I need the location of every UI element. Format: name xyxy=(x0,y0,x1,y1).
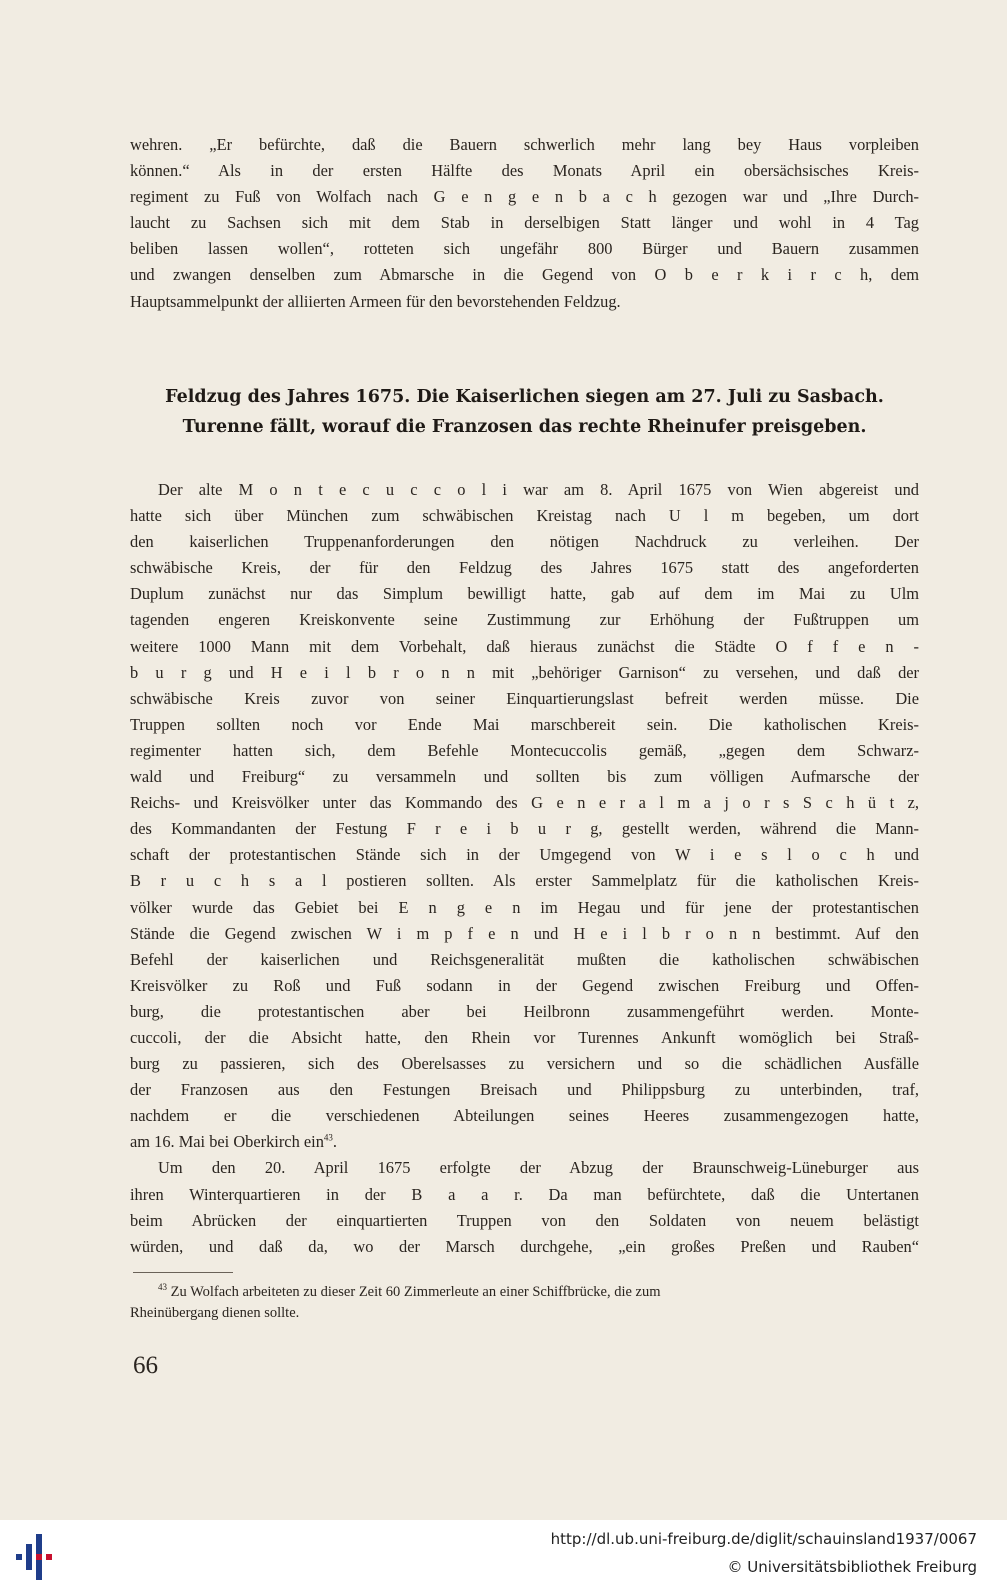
text-line: Um den 20. April 1675 erfolgte der Abzug der Braunschweig-Lüneburger aus xyxy=(158,1158,919,1178)
text-line: beliben lassen wollen“, rotteten sich ungefähr 800 Bürger und Bauern zusammen xyxy=(130,239,919,259)
text-line: Duplum zunächst nur das Simplum bewilligt hatte, gab auf dem im Mai zu Ulm xyxy=(130,584,919,604)
text-line: tagenden engeren Kreiskonvente seine Zustimmung zur Erhöhung der Fußtruppen um xyxy=(130,610,919,630)
text-line: burg, die protestantischen aber bei Heilbronn zusammengeführt werden. Monte- xyxy=(130,1001,919,1021)
footnote-line-1 xyxy=(130,1282,919,1303)
text-line: burg zu passieren, sich des Oberelsasses zu versichern und so die schädlichen Ausfälle xyxy=(130,1054,919,1074)
permalink-url[interactable]: http://dl.ub.uni-freiburg.de/diglit/schauinsland1937/0067 xyxy=(550,1530,977,1548)
page-number: 66 xyxy=(133,1352,158,1379)
heading-line-2: Turenne fällt, worauf die Franzosen das rechte Rheinufer preisgeben. xyxy=(182,417,867,437)
text-line xyxy=(130,1129,919,1155)
text-line: regimenter hatten sich, dem Befehle Montecuccolis gemäß, „gegen dem Schwarz- xyxy=(130,740,919,760)
text-line: wald und Freiburg“ zu versammeln und sollten bis zum völligen Aufmarsche der xyxy=(130,767,919,787)
text-line: b u r g und H e i l b r o n n mit „behöriger Garnison“ zu versehen, und daß der xyxy=(130,662,919,682)
text-line: Truppen sollten noch vor Ende Mai marschbereit sein. Die katholischen Kreis- xyxy=(130,714,919,734)
text-line: Der alte M o n t e c u c c o l i war am 8. April 1675 von Wien abgereist und xyxy=(158,480,919,499)
paragraph-2 xyxy=(130,1155,919,1259)
footnote-line-2: Rheinübergang dienen sollte. xyxy=(130,1305,300,1321)
text-line: beim Abrücken der einquartierten Truppen von den Soldaten von neuem belästigt xyxy=(130,1210,919,1230)
text-line: völker wurde das Gebiet bei E n g e n im Hegau und für jene der protestantischen xyxy=(130,897,919,917)
text-line: ihren Winterquartieren in der B a a r. Da man befürchtete, daß die Untertanen xyxy=(130,1184,919,1204)
copyright-notice: © Universitätsbibliothek Freiburg xyxy=(727,1558,977,1576)
text-line: nachdem er die verschiedenen Abteilungen seines Heeres zusammengezogen hatte, xyxy=(130,1106,919,1126)
text-line: können.“ Als in der ersten Hälfte des Monats April ein obersächsisches Kreis- xyxy=(130,161,919,181)
text-line: wehren. „Er befürchte, daß die Bauern schwerlich mehr lang bey Haus vorpleiben xyxy=(130,135,919,154)
text-line: B r u c h s a l postieren sollten. Als erster Sammelplatz für die katholischen Kreis- xyxy=(130,871,919,891)
text-line: regiment zu Fuß von Wolfach nach G e n g e n b a c h gezogen war und „Ihre Durch- xyxy=(130,187,919,207)
sentence-end: . xyxy=(332,1132,338,1152)
text-line: und zwangen denselben zum Abmarsche in die Gegend von O b e r k i r c h, dem xyxy=(130,265,919,285)
text-line: des Kommandanten der Festung F r e i b u r g, gestellt werden, während die Mann- xyxy=(130,819,919,839)
text-line: schwäbische Kreis zuvor von seiner Einquartierungslast befreit werden müsse. Die xyxy=(130,688,919,708)
text-line: laucht zu Sachsen sich mit dem Stab in derselbigen Statt länger und wohl in 4 Tag xyxy=(130,213,919,233)
text-line: Kreisvölker zu Roß und Fuß sodann in der Gegend zwischen Freiburg und Offen- xyxy=(130,975,919,995)
text-line: Reichs- und Kreisvölker unter das Kommando des G e n e r a l m a j o r s S c h ü t z, xyxy=(130,793,919,813)
top-paragraph xyxy=(130,132,919,315)
text-line-content: am 16. Mai bei Oberkirch ein xyxy=(130,1132,324,1152)
text-line: Befehl der kaiserlichen und Reichsgeneralität mußten die katholischen schwäbischen xyxy=(130,949,919,969)
text-line: den kaiserlichen Truppenanforderungen den nötigen Nachdruck zu verleihen. Der xyxy=(130,532,919,552)
text-line: hatte sich über München zum schwäbischen Kreistag nach U l m begeben, um dort xyxy=(130,506,919,526)
body-text xyxy=(130,477,919,1260)
text-line: Stände die Gegend zwischen W i m p f e n und H e i l b r o n n bestimmt. Auf den xyxy=(130,923,919,943)
footnote-reference[interactable]: 43 xyxy=(323,1132,333,1143)
text-line: schaft der protestantischen Stände sich in der Umgegend von W i e s l o c h und xyxy=(130,845,919,865)
library-logo-icon xyxy=(12,1532,62,1582)
text-line: schwäbische Kreis, der für den Feldzug des Jahres 1675 statt des angeforderten xyxy=(130,558,919,578)
text-line: der Franzosen aus den Festungen Breisach und Philippsburg zu unterbinden, traf, xyxy=(130,1080,919,1100)
paragraph-1 xyxy=(130,477,919,1155)
text-line: weitere 1000 Mann mit dem Vorbehalt, daß hieraus zunächst die Städte O f f e n - xyxy=(130,636,919,656)
text-line: Hauptsammelpunkt der alliierten Armeen für den bevorstehenden Feldzug. xyxy=(130,291,621,311)
footnote-divider xyxy=(133,1272,233,1273)
text-line: würden, und daß da, wo der Marsch durchgehe, „ein großes Preßen und Rauben“ xyxy=(130,1236,919,1256)
heading-line-1: Feldzug des Jahres 1675. Die Kaiserlichen siegen am 27. Juli zu Sasbach. xyxy=(165,387,884,407)
section-heading xyxy=(130,382,919,442)
text-line: cuccoli, der die Absicht hatte, den Rhein vor Turennes Ankunft womöglich bei Straß- xyxy=(130,1027,919,1047)
footnote xyxy=(130,1282,919,1324)
footnote-number: 43 xyxy=(158,1282,167,1293)
footnote-text: Zu Wolfach arbeiteten zu dieser Zeit 60 Zimmerleute an einer Schiffbrücke, die zum xyxy=(167,1284,661,1300)
